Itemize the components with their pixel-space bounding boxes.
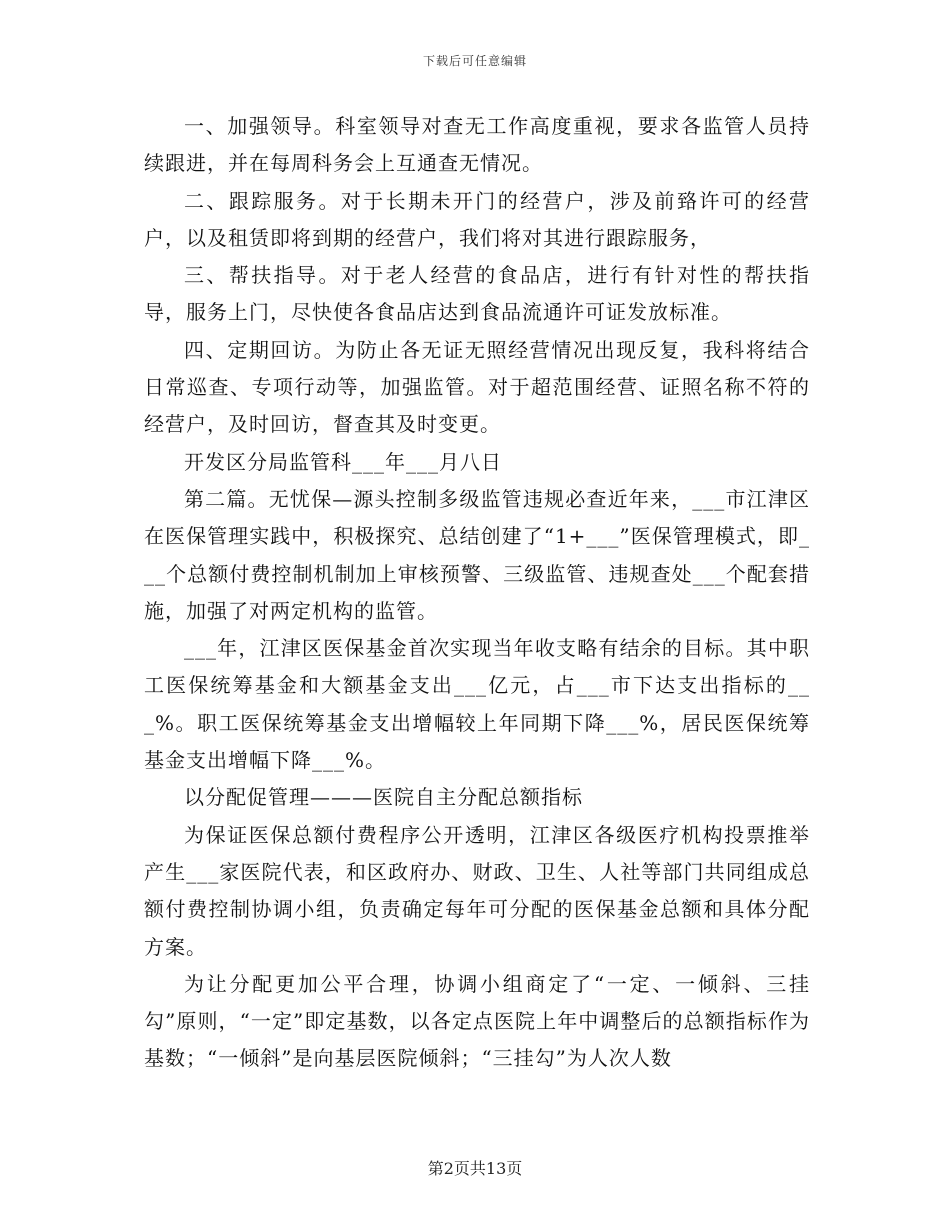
paragraph-1: 一、加强领导。科室领导对查无工作高度重视，要求各监管人员持续跟进，并在每周科务会上互通查无情况。 <box>144 114 810 176</box>
section-heading: 以分配促管理———医院自主分配总额指标 <box>184 785 583 810</box>
page-number: 第2页共13页 <box>427 1159 523 1178</box>
document-body <box>144 108 810 1078</box>
paragraph-2: 二、跟踪服务。对于长期未开门的经营户，涉及前臵许可的经营户，以及租赁即将到期的经营户，我们将对其进行跟踪服务， <box>144 188 810 250</box>
paragraph-second-article: 第二篇。无忧保—源头控制多级监管违规必查近年来，___市江津区在医保管理实践中，积极探究、总结创建了“1+___”医保管理模式，即___个总额付费控制机制加上审核预警、三级监管、违规查处___个配套措施，加强了对两定机构的监管。 <box>144 486 810 623</box>
page-header-note: 下载后可任意编辑 <box>422 54 527 68</box>
paragraph-fund-results: ___年，江津区医保基金首次实现当年收支略有结余的目标。其中职工医保统筹基金和大额基金支出___亿元，占___市下达支出指标的___%。职工医保统筹基金支出增幅较上年同期下降___%，居民医保统筹基金支出增幅下降___%。 <box>144 636 810 773</box>
paragraph-4: 四、定期回访。为防止各无证无照经营情况出现反复，我科将结合日常巡查、专项行动等，加强监管。对于超范围经营、证照名称不符的经营户，及时回访，督查其及时变更。 <box>144 337 810 437</box>
paragraph-coordination-group: 为保证医保总额付费程序公开透明，江津区各级医疗机构投票推举产生___家医院代表，和区政府办、财政、卫生、人社等部门共同组成总额付费控制协调小组，负责确定每年可分配的医保基金总额和具体分配方案。 <box>144 822 810 959</box>
paragraph-allocation-principle: 为让分配更加公平合理，协调小组商定了“一定、一倾斜、三挂勾”原则，“一定”即定基数，以各定点医院上年中调整后的总额指标作为基数；“一倾斜”是向基层医院倾斜；“三挂勾”为人次人数 <box>144 971 810 1071</box>
signature-date-line: 开发区分局监管科___年___月八日 <box>184 449 502 474</box>
paragraph-3: 三、帮扶指导。对于老人经营的食品店，进行有针对性的帮扶指导，服务上门，尽快使各食品店达到食品流通许可证发放标准。 <box>144 263 810 325</box>
